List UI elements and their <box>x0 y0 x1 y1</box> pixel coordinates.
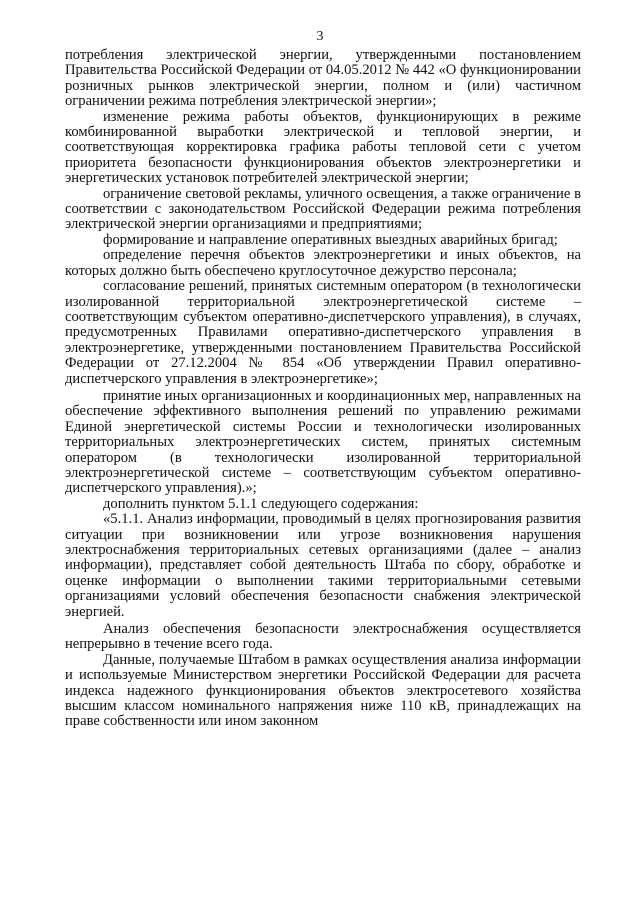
paragraph-7: принятие иных организационных и координационных мер, направленных на обеспечение эффективного выполнения решений по управлению режимами Единой энергетической системы России и технологически изолированных территориальных электроэнергетических систем, принятых системным оператором (в технологически изолированной территориальной электроэнергетической системе – соответствующим субъектом оперативно-диспетчерского управления).»; <box>65 387 581 497</box>
paragraph-8: дополнить пунктом 5.1.1 следующего содержания: <box>103 495 419 512</box>
document-body <box>65 48 581 730</box>
paragraph-10: Анализ обеспечения безопасности электроснабжения осуществляется непрерывно в течение всего года. <box>65 621 581 653</box>
page-number: 3 <box>316 29 324 44</box>
paragraph-6: согласование решений, принятых системным оператором (в технологически изолированной территориальной электроэнергетической системе – соответствующим субъектом оперативно-диспетчерского управления), в случаях, предусмотренных Правилами оперативно-диспетчерского управления в электроэнергетике, утвержденными постановлением Правительства Российской Федерации от 27.12.2004 № 854 «Об утверждении Правил оперативно-диспетчерского управления в электроэнергетике»; <box>65 278 581 387</box>
paragraph-2: изменение режима работы объектов, функционирующих в режиме комбинированной выработки электрической и тепловой энергии, и соответствующая корректировка графика работы тепловой сети с учетом приоритета безопасности функционирования объектов электроэнергетики и энергетических установок потребителей электрической энергии; <box>65 108 581 187</box>
paragraph-9: «5.1.1. Анализ информации, проводимый в целях прогнозирования развития ситуации при возникновении или угрозе возникновения нарушения электроснабжения территориальных сетевых организациями (далее – анализ информации), представляет собой деятельность Штаба по сбору, обработке и оценке информации о выполнении такими территориальными сетевыми организациями условий обеспечения безопасности снабжения электрической энергией. <box>65 511 581 620</box>
paragraph-3: ограничение световой рекламы, уличного освещения, а также ограничение в соответствии с законодательством Российской Федерации режима потребления электрической энергии организациями и предприятиями; <box>65 185 581 233</box>
paragraph-4: формирование и направление оперативных выездных аварийных бригад; <box>103 231 558 248</box>
paragraph-5: определение перечня объектов электроэнергетики и иных объектов, на которых должно быть обеспечено круглосуточное дежурство персонала; <box>65 247 581 279</box>
paragraph-11: Данные, получаемые Штабом в рамках осуществления анализа информации и используемые Министерством энергетики Российской Федерации для расчета индекса надежного функционирования объектов электросетевого хозяйства высшим классом номинального напряжения ниже 110 кВ, принадлежащих на праве собственности или ином законном <box>65 651 581 730</box>
paragraph-1: потребления электрической энергии, утвержденными постановлением Правительства Российской Федерации от 04.05.2012 № 442 «О функционировании розничных рынков электрической энергии, полном и (или) частичном ограничении режима потребления электрической энергии»; <box>65 47 581 110</box>
